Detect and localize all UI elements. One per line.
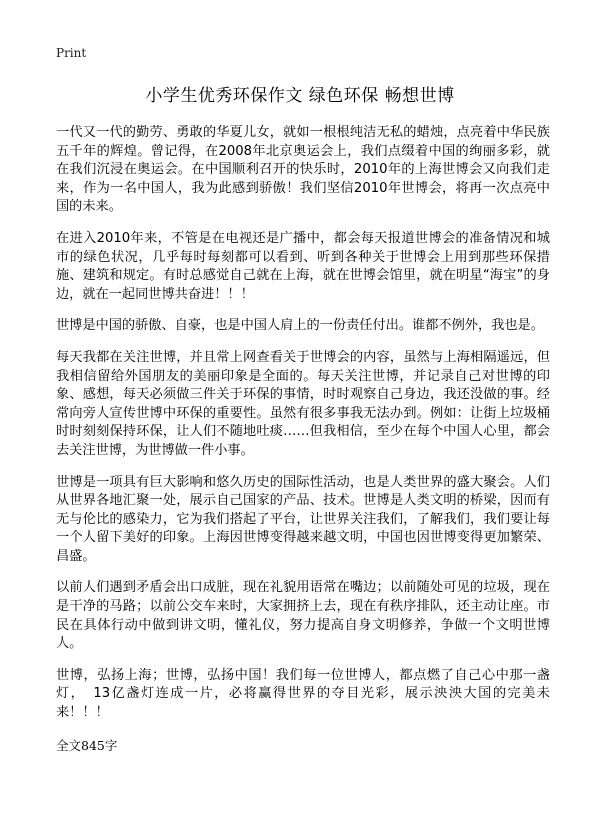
article-paragraph: 以前人们遇到矛盾会出口成脏，现在礼貌用语常在嘴边；以前随处可见的垃圾，现在是干净的马路；以前公交车来时，大家拥挤上去，现在有秩序排队，还主动让座。市民在具体行动中做到讲文明，懂礼仪，努力提高自身文明修养，争做一个文明世博人。: [56, 580, 550, 652]
article-paragraph: 世博是中国的骄傲、自豪，也是中国人肩上的一份责任付出。谁都不例外，我也是。: [56, 318, 544, 334]
article-title: 小学生优秀环保作文 绿色环保 畅想世博: [145, 86, 455, 106]
article-paragraph: 每天我都在关注世博，并且常上网查看关于世博会的内容，虽然与上海相隔遥远，但我相信留给外国朋友的美丽印象是全面的。每天关注世博，并记录自己对世博的印象、感想，每天必须做三件关于环保的事情，时时观察自己身边，我还没做的事。经常向旁人宣传世博中环保的重要性。虽然有很多事我无法办到。例如：让街上垃圾桶时时刻刻保持环保，让人们不随地吐痰……但我相信，至少在每个中国人心里，都会去关注世博，为世博做一件小事。: [56, 349, 550, 458]
article-paragraph: 世博是一项具有巨大影响和悠久历史的国际性活动，也是人类世界的盛大聚会。人们从世界各地汇聚一处，展示自己国家的产品、技术。世博是人类文明的桥梁，因而有无与伦比的感染力，它为我们搭起了平台，让世界关注我们，了解我们，我们要让每一个人留下美好的印象。上海因世博变得越来越文明，中国也因世博变得更加繁荣、昌盛。: [56, 474, 550, 564]
word-count: 全文845字: [56, 737, 118, 753]
article-paragraph: 一代又一代的勤劳、勇敢的华夏儿女，就如一根根纯洁无私的蜡烛，点亮着中华民族五千年的辉煌。曾记得，在2008年北京奥运会上，我们点缀着中国的绚丽多彩，就在我们沉浸在奥运会。在中国顺利召开的快乐时，2010年的上海世博会又向我们走来，作为一名中国人，我为此感到骄傲！我们坚信2010年世博会，将再一次点亮中国的未来。: [56, 125, 550, 215]
article-paragraph: 世博，弘扬上海；世博，弘扬中国！我们每一位世博人，都点燃了自己心中那一盏灯， 13亿盏灯连成一片，必将赢得世界的夺目光彩，展示泱泱大国的完美未来！！！: [56, 667, 550, 721]
article-paragraph: 在进入2010年来，不管是在电视还是广播中，都会每天报道世博会的准备情况和城市的绿色状况，几乎每时每刻都可以看到、听到各种关于世博会上用到那些环保措施、建筑和规定。有时总感觉自己就在上海，就在世博会馆里，就在明星“海宝”的身边，就在一起同世博共奋进！！！: [56, 230, 550, 302]
print-link[interactable]: Print: [56, 46, 87, 60]
article-body: [56, 124, 550, 754]
